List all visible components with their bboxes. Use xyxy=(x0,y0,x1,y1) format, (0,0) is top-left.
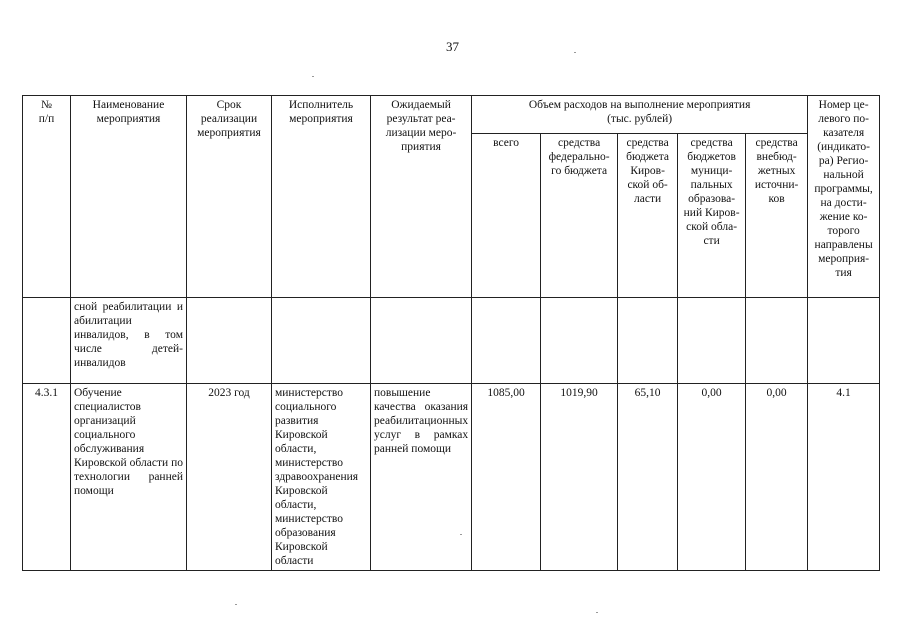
header-term: Срок реализации мероприятия xyxy=(187,96,272,298)
continuation-row xyxy=(23,298,880,384)
cell xyxy=(678,298,746,384)
scan-speck xyxy=(312,76,314,77)
row-executor: министерство социального развития Кировской области, министерство здравоохранения Кировской области, министерство образования Кировской области xyxy=(272,384,371,571)
cell xyxy=(618,298,678,384)
header-name: Наименование мероприятия xyxy=(71,96,187,298)
header-executor: Исполнитель мероприятия xyxy=(272,96,371,298)
header-num: № п/п xyxy=(23,96,71,298)
cell xyxy=(808,298,880,384)
scan-speck xyxy=(460,534,462,535)
header-indicator: Номер це- левого по- казателя (индикато- ра) Регио- нальной программы, на дости- жение ко- торого направлены мероприя- тия xyxy=(808,96,880,298)
row-extra: 0,00 xyxy=(746,384,808,571)
row-indicator: 4.1 xyxy=(808,384,880,571)
cell xyxy=(541,298,618,384)
table-row xyxy=(23,384,880,571)
scan-speck xyxy=(596,612,598,613)
row-result: повышение качества оказания реабилитационных услуг в рамках ранней помощи xyxy=(371,384,472,571)
row-regional: 65,10 xyxy=(618,384,678,571)
row-name: Обучение специалистов организаций социального обслуживания Кировской области по технологии ранней помощи xyxy=(71,384,187,571)
row-term: 2023 год xyxy=(187,384,272,571)
header-regional: средства бюджета Киров- ской об- ласти xyxy=(618,134,678,298)
header-extra: средства внебюд- жетных источни- ков xyxy=(746,134,808,298)
scan-speck xyxy=(574,52,576,53)
row-municipal: 0,00 xyxy=(678,384,746,571)
cell xyxy=(187,298,272,384)
header-total: всего xyxy=(472,134,541,298)
header-row-1 xyxy=(23,96,880,134)
cell xyxy=(23,298,71,384)
row-num: 4.3.1 xyxy=(23,384,71,571)
activities-table xyxy=(22,95,880,571)
cell xyxy=(746,298,808,384)
page-number: 37 xyxy=(446,39,459,54)
cell xyxy=(272,298,371,384)
header-expenses-group: Объем расходов на выполнение мероприятия (тыс. рублей) xyxy=(472,96,808,134)
continuation-name: сной реабилитации и абилитации инвалидов, в том числе детей-инвалидов xyxy=(71,298,187,384)
scan-speck xyxy=(235,604,237,605)
row-total: 1085,00 xyxy=(472,384,541,571)
cell xyxy=(371,298,472,384)
header-federal: средства федерально- го бюджета xyxy=(541,134,618,298)
cell xyxy=(472,298,541,384)
header-result: Ожидаемый результат реа- лизации меро- приятия xyxy=(371,96,472,298)
row-federal: 1019,90 xyxy=(541,384,618,571)
header-municipal: средства бюджетов муници- пальных образова- ний Киров- ской обла- сти xyxy=(678,134,746,298)
